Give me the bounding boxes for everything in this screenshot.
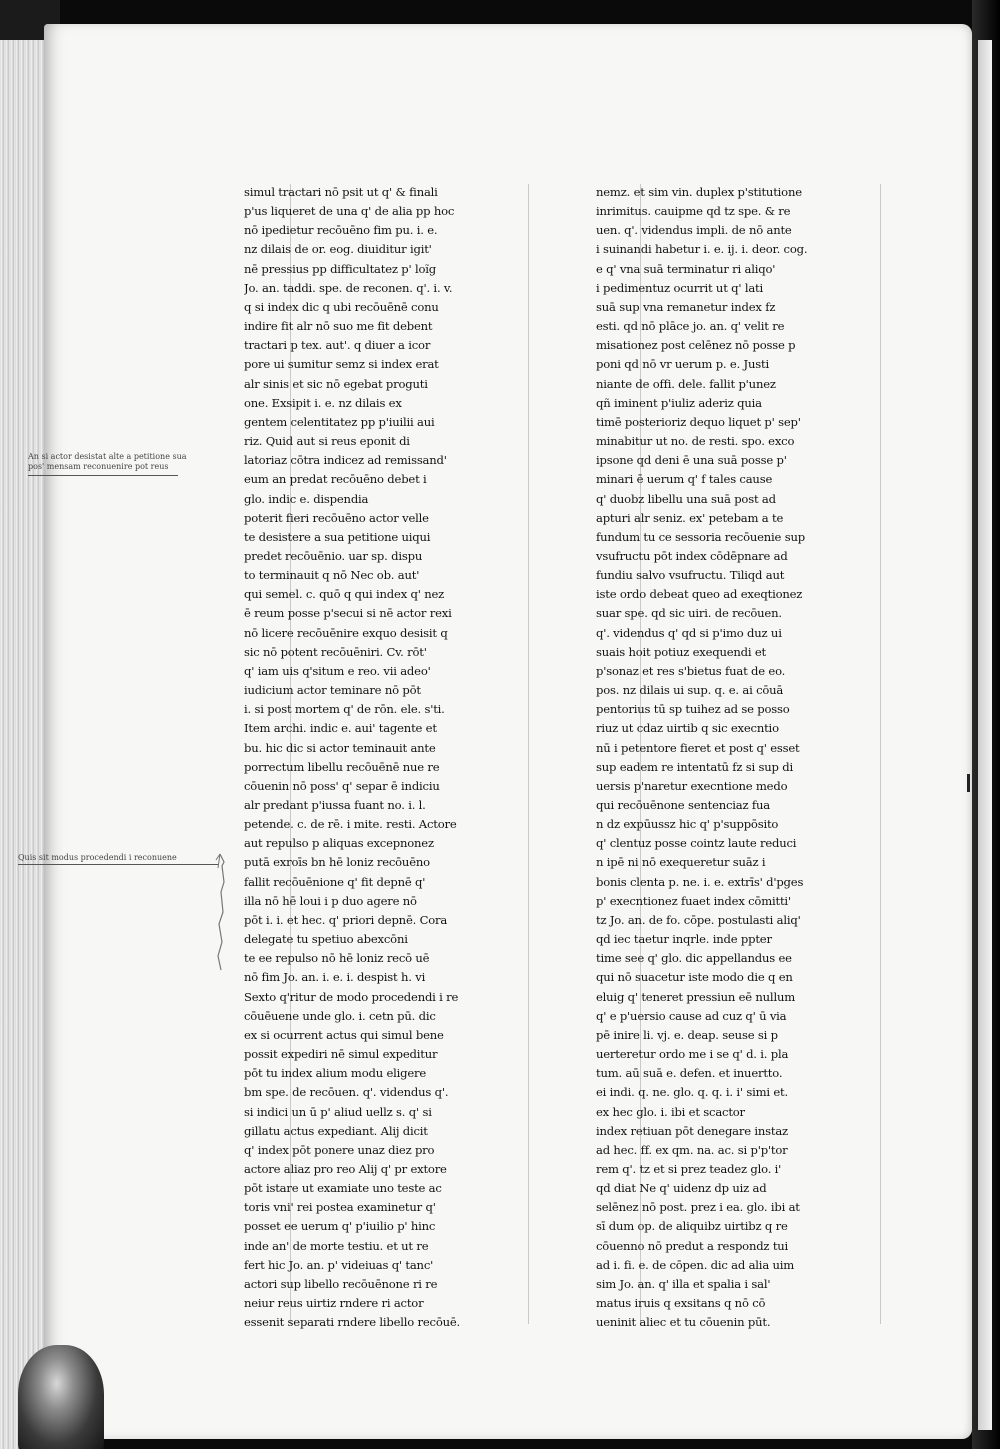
manuscript-text-line: toris vni' rei postea examinetur q' <box>244 1200 436 1215</box>
manuscript-text-line: fallit recōuēnione q' fit depnē q' <box>244 874 426 889</box>
manuscript-text-line: poterit fieri recōuēno actor velle <box>244 510 429 525</box>
manuscript-text-line: inde an' de morte testiu. et ut re <box>244 1238 429 1253</box>
manuscript-text-line: nū i petentore fieret et post q' esset <box>596 740 800 755</box>
marginal-underline <box>28 475 178 476</box>
manuscript-text-line: cōuenno nō predut a respondz tui <box>596 1238 789 1253</box>
next-leaf-edge <box>978 40 992 1430</box>
manuscript-text-line: suar spe. qd sic uiri. de recōuen. <box>596 606 782 621</box>
marginal-note <box>28 452 187 472</box>
text-column-right <box>596 183 834 1332</box>
manuscript-text-line: q' e p'uersio cause ad cuz q' ū via <box>596 1008 787 1023</box>
manuscript-text-line: ueninit aliec et tu cōuenin pūt. <box>596 1315 771 1330</box>
manuscript-text-line: qd diat Ne q' uidenz dp uiz ad <box>596 1181 767 1196</box>
manuscript-text-line: qui recōuēnone sentenciaz fua <box>596 798 770 812</box>
manuscript-text-line: qui semel. c. quō q qui index q' nez <box>244 587 445 602</box>
manuscript-text-line: simul tractari nō psit ut q' & finali <box>244 185 438 199</box>
manuscript-text-line: ad hec. ff. ex qm. na. ac. si p'p'tor <box>596 1142 788 1157</box>
manuscript-text-line: nemz. et sim vin. duplex p'stitutione <box>596 185 802 199</box>
manuscript-text-line: iste ordo debeat queo ad exeqtionez <box>596 587 803 602</box>
manuscript-text-line: bm spe. de recōuen. q'. videndus q'. <box>244 1085 449 1100</box>
manuscript-text-line: i pedimentuz ocurrit ut q' lati <box>596 280 764 295</box>
manuscript-text-line: nō fim Jo. an. i. e. i. despist h. vi <box>244 970 426 985</box>
manuscript-text-line: delegate tu spetiuo abexcōni <box>244 932 408 947</box>
manuscript-text-line: sup eadem re intentatū fz si sup di <box>596 759 793 774</box>
manuscript-text-line: ex si ocurrent actus qui simul bene <box>244 1027 444 1042</box>
manuscript-text-line: pentorius tū sp tuihez ad se posso <box>596 702 790 717</box>
manuscript-text-line: to terminauit q nō Nec ob. aut' <box>244 568 420 583</box>
manuscript-text-line: petende. c. de rē. i mite. resti. Actore <box>244 817 457 832</box>
manuscript-text-line: ad i. fi. e. de cōpen. dic ad alia uim <box>596 1257 795 1272</box>
manuscript-text-line: si indici un ū p' aliud uellz s. q' si <box>244 1104 432 1119</box>
manuscript-text-line: actori sup libello recōuēnone ri re <box>244 1276 438 1291</box>
manuscript-text-line: fert hic Jo. an. p' videiuas q' tanc' <box>244 1257 434 1272</box>
manuscript-text-line: pōt tu index alium modu eligere <box>244 1066 427 1081</box>
manuscript-text-line: p'us liqueret de una q' de alia pp hoc <box>244 204 455 219</box>
manuscript-text-line: minabitur ut no. de resti. spo. exco <box>596 434 795 449</box>
manuscript-text-line: tum. aū suā e. defen. et inuertto. <box>596 1066 783 1081</box>
manuscript-text-line: gillatu actus expediant. Alij dicit <box>244 1123 428 1138</box>
manuscript-text-line: e q' vna suā terminatur ri aliqo' <box>596 261 776 276</box>
ruling-line <box>880 184 881 1324</box>
manuscript-text-line: apturi alr seniz. ex' petebam a te <box>596 510 784 525</box>
manuscript-text-line: i. si post mortem q' de rōn. ele. s'ti. <box>244 702 445 717</box>
manuscript-text-line: Sexto q'ritur de modo procedendi i re <box>244 989 459 1004</box>
manuscript-text-line: i suinandi habetur i. e. ij. i. deor. cog. <box>596 242 808 257</box>
manuscript-text-line: sim Jo. an. q' illa et spalia i sal' <box>596 1276 771 1291</box>
manuscript-text-line: nō ipedietur recōuēno fim pu. i. e. <box>244 223 438 238</box>
manuscript-text-line: glo. indic e. dispendia <box>244 491 369 506</box>
manuscript-text-line: nē pressius pp difficultatez p' loĩg <box>244 261 436 276</box>
manuscript-text-line: latoriaz cōtra indicez ad remissand' <box>244 453 447 468</box>
manuscript-text-line: illa nō hē loui i p duo agere nō <box>244 893 417 908</box>
manuscript-text-line: time see q' glo. dic appellandus ee <box>596 951 792 966</box>
manuscript-text-line: suā sup vna remanetur index fz <box>596 299 776 314</box>
manuscript-text-line: uersis p'naretur execntione medo <box>596 778 788 793</box>
manuscript-text-line: eluig q' teneret pressiun eē nullum <box>596 989 796 1004</box>
manuscript-text-line: pē inire li. vj. e. deap. seuse si p <box>596 1027 778 1042</box>
manuscript-text-line: poni qd nō vr uerum p. e. Justi <box>596 357 769 372</box>
manuscript-text-line: ex hec glo. i. ibi et scactor <box>596 1104 745 1119</box>
manuscript-text-line: Jo. an. taddi. spe. de reconen. q'. i. v. <box>244 280 453 295</box>
manuscript-text-line: aut repulso p aliquas excepnonez <box>244 836 434 851</box>
manuscript-text-line: possit expediri nē simul expeditur <box>244 1047 438 1062</box>
manuscript-text-line: p'sonaz et res s'bietus fuat de eo. <box>596 663 786 678</box>
manuscript-text-line: sī dum op. de aliquibz uirtibz q re <box>596 1219 788 1234</box>
manuscript-text-line: esti. qd nō plāce jo. an. q' velit re <box>596 319 785 334</box>
manuscript-text-line: n ipē ni nō exequeretur suāz i <box>596 855 766 870</box>
manuscript-text-line: porrectum libellu recōuēnē nue re <box>244 759 440 774</box>
manuscript-text-line: ipsone qd deni ē una suā posse p' <box>596 453 787 468</box>
marginal-note-line: Quis sit modus procedendi i reconuene <box>18 853 177 862</box>
marginal-note-line: An si actor desistat alte a petitione sua <box>28 452 187 461</box>
marginal-note-line: pos' mensam reconuenire pot reus <box>28 462 169 471</box>
manuscript-text-line: matus iruis q exsitans q nō cō <box>596 1296 766 1311</box>
manuscript-text-line: posset ee uerum q' p'iuilio p' hinc <box>244 1219 436 1234</box>
manuscript-text-line: inrimitus. cauipme qd tz spe. & re <box>596 204 791 219</box>
manuscript-text-line: alr sinis et sic nō egebat proguti <box>244 376 428 391</box>
manuscript-text-line: tz Jo. an. de fo. cōpe. postulasti aliq' <box>596 912 801 927</box>
manuscript-text-line: suais hoit potiuz exequendi et <box>596 644 767 659</box>
manuscript-text-line: pōt i. i. et hec. q' priori depnē. Cora <box>244 912 448 927</box>
manuscript-text-line: sic nō potent recōuēniri. Cv. rōt' <box>244 644 427 659</box>
manuscript-text-line: putā exroīs bn hē loniz recōuēno <box>244 855 430 870</box>
manuscript-text-line: eum an predat recōuēno debet i <box>244 472 427 487</box>
manuscript-text-line: bonis clenta p. ne. i. e. extrīs' d'pges <box>596 874 804 889</box>
manuscript-text-line: misationez post celēnez nō posse p <box>596 338 796 353</box>
manuscript-text-line: q' index pōt ponere unaz diez pro <box>244 1142 435 1157</box>
manuscript-text-line: riz. Quid aut si reus eponit di <box>244 434 410 449</box>
page-edge-mark <box>967 774 970 792</box>
manuscript-text-line: pōt istare ut examiate uno teste ac <box>244 1181 442 1196</box>
manuscript-text-line: qui nō suacetur iste modo die q en <box>596 970 793 985</box>
manuscript-text-line: ei indi. q. ne. glo. q. q. i. i' simi et. <box>596 1085 788 1100</box>
manuscript-text-line: index retiuan pōt denegare instaz <box>596 1123 788 1138</box>
manuscript-text-line: riuz ut cdaz uirtib q sic execntio <box>596 721 779 736</box>
manuscript-text-line: essenit separati rndere libello recōuē. <box>244 1315 461 1330</box>
manuscript-text-line: uerteretur ordo me i se q' d. i. pla <box>596 1047 789 1062</box>
manuscript-text-line: p' execntionez fuaet index cōmitti' <box>596 893 791 908</box>
manuscript-text-line: timē posterioriz dequo liquet p' sep' <box>596 414 801 429</box>
manuscript-text-line: nō licere recōuēnire exquo desisit q <box>244 625 448 640</box>
holding-thumb <box>18 1345 104 1449</box>
manuscript-text-line: selēnez nō post. prez i ea. glo. ibi at <box>596 1200 800 1215</box>
manuscript-text-line: fundiu salvo vsufructu. Tiliqd aut <box>596 568 785 583</box>
manuscript-text-line: fundum tu ce sessoria recōuenie sup <box>596 529 805 544</box>
manuscript-text-line: neiur reus uirtiz rndere ri actor <box>244 1296 424 1311</box>
manuscript-text-line: gentem celentitatez pp p'iuilii aui <box>244 414 435 429</box>
manuscript-text-line: pos. nz dilais ui sup. q. e. ai cōuā <box>596 683 784 698</box>
ruling-line <box>528 184 529 1324</box>
manuscript-text-line: pore ui sumitur semz si index erat <box>244 357 439 372</box>
manuscript-text-line: Item archi. indic e. aui' tagente et <box>244 721 437 736</box>
manuscript-text-line: minari ē uerum q' f tales cause <box>596 472 773 487</box>
manuscript-text-line: vsufructu pōt index cōdēpnare ad <box>596 548 788 563</box>
manuscript-text-line: q si index dic q ubi recōuēnē conu <box>244 299 439 314</box>
book-fore-edge <box>0 40 48 1449</box>
manuscript-text-line: qñ iminent p'iuliz aderiz quia <box>596 395 762 410</box>
manuscript-text-line: niante de offi. dele. fallit p'unez <box>596 376 776 391</box>
manuscript-text-line: qd iec taetur inqrle. inde ppter <box>596 932 772 947</box>
manuscript-text-line: predet recōuēnio. uar sp. dispu <box>244 548 423 563</box>
manicule-pointer-icon <box>212 852 228 972</box>
manuscript-text-line: bu. hic dic si actor teminauit ante <box>244 740 436 755</box>
manuscript-text-line: ē reum posse p'secui si nē actor rexi <box>244 606 452 621</box>
manuscript-text-line: indire fit alr nō suo me fit debent <box>244 319 433 334</box>
text-column-left <box>244 183 488 1332</box>
manuscript-text-line: nz dilais de or. eog. diuiditur igit' <box>244 242 432 257</box>
manuscript-text-line: rem q'. tz et si prez teadez glo. i' <box>596 1161 782 1176</box>
manuscript-text-line: iudicium actor teminare nō pōt <box>244 683 421 698</box>
marginal-note <box>18 853 177 863</box>
manuscript-text-line: actore aliaz pro reo Alij q' pr extore <box>244 1161 447 1176</box>
manuscript-text-line: q'. videndus q' qd si p'imo duz ui <box>596 625 782 640</box>
manuscript-text-line: te desistere a sua petitione uiqui <box>244 529 431 544</box>
manuscript-text-line: alr predant p'iussa fuant no. i. l. <box>244 798 426 812</box>
manuscript-text-line: uen. q'. videndus impli. de nō ante <box>596 223 792 238</box>
manuscript-text-line: q' iam uis q'situm e reo. vii adeo' <box>244 663 431 678</box>
manuscript-text-line: one. Exsipit i. e. nz dilais ex <box>244 395 402 410</box>
manuscript-text-line: n dz expūussz hic q' p'suppōsito <box>596 817 779 832</box>
manuscript-text-line: te ee repulso nō hē loniz recō uē <box>244 951 430 966</box>
manuscript-text-line: q' duobz libellu una suā post ad <box>596 491 776 506</box>
manuscript-text-line: cōuēuene unde glo. i. cetn pū. dic <box>244 1008 436 1023</box>
marginal-underline <box>18 864 218 865</box>
manuscript-text-line: cōuenin nō poss' q' separ ē indiciu <box>244 778 440 793</box>
manuscript-text-line: tractari p tex. aut'. q diuer a icor <box>244 338 431 353</box>
manuscript-text-line: q' clentuz posse cointz laute reduci <box>596 836 797 851</box>
